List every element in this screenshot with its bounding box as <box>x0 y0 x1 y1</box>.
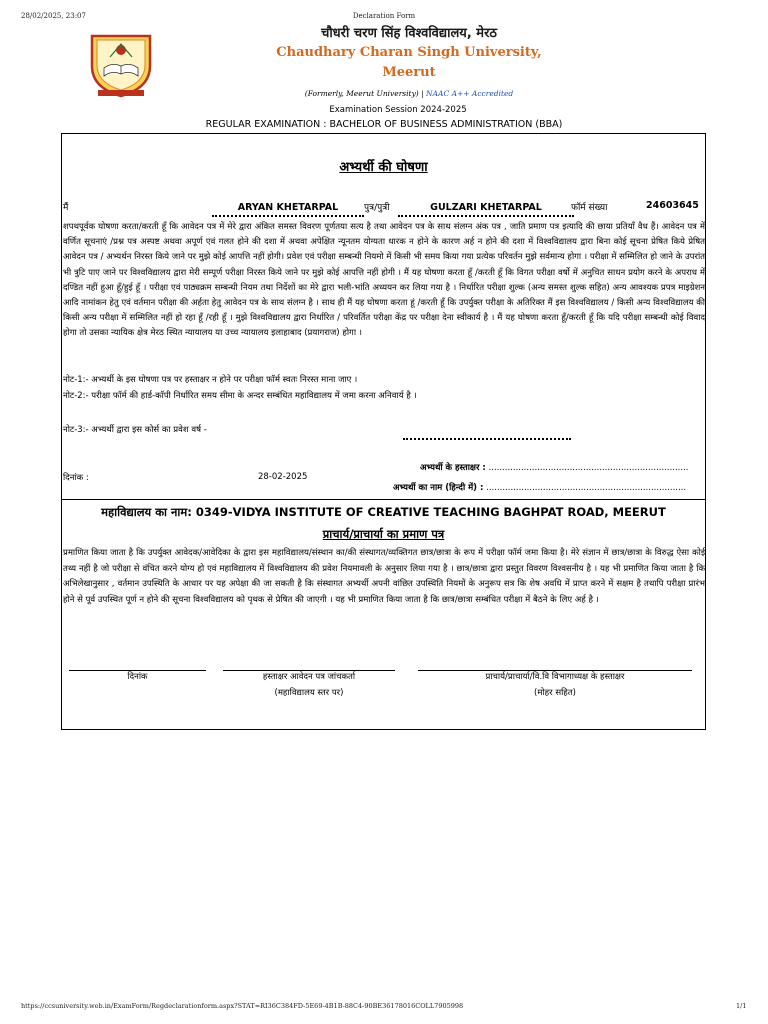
declaration-date: 28-02-2025 <box>258 472 308 482</box>
verifier-signature-sublabel: (महाविद्यालय स्तर पर) <box>274 688 344 698</box>
print-page-title: Declaration Form <box>352 12 416 20</box>
print-datetime: 28/02/2025, 23:07 <box>21 12 86 20</box>
university-name-english: Chaudhary Charan Singh University, <box>276 45 542 60</box>
principal-certificate-text: प्रमाणित किया जाता है कि उपर्युक्त आवेदक/आवेदिका के द्वारा इस महाविद्यालय/संस्थान का/की संस्थागत/व्यक्तिगत छात्र/छात्रा के रूप में परीक्षा फॉर्म जमा किया है। मेरे संज्ञान में छात्र/छात्रा के विरुद्ध ऐसा कोई तथ्य नहीं है जो परीक्षा से वंचित करने योग्य हो एवं महाविद्यालय में विश्वविद्यालय की प्रवेश नियमावली के अनुसार लिया गया है । छात्र/छात्रा द्वारा प्रस्तुत विवरण विश्वसनीय है । यह भी प्रमाणित किया जाता है कि अभिलेखानुसार , वर्तमान उपस्थिति के आधार पर यह अपेक्षा की जा सकती है कि संस्थागत अभ्यर्थी अपनी वांछित उपस्थिति नियमों के अनुरूप सत्र कि शेष अवधि में प्राप्त करने में सक्षम है तथापि परीक्षा प्रारंभ होने से पूर्व उपस्थित पूर्ण न होने की सूचना विश्वविद्यालय को पृथक से प्रेषित की जाएगी । यह भी प्रमाणित किया जाता है कि छात्र/छात्रा सम्बंधित परीक्षा में बैठने के लिए अर्ह है । <box>63 548 705 605</box>
exam-session: Examination Session 2024-2025 <box>329 105 467 115</box>
form-number: 24603645 <box>646 200 699 211</box>
father-name: GULZARI KHETARPAL <box>430 202 542 213</box>
declaration-main-label: मैं <box>63 203 69 213</box>
principal-signature-sublabel: (मोहर सहित) <box>534 688 576 698</box>
university-city: Meerut <box>382 65 436 80</box>
candidate-name-hindi-line: .......................................................................... <box>486 483 687 493</box>
note-2: नोट-2:- परीक्षा फॉर्म की हार्ड-कॉपी निर्धारित समय सीमा के अन्दर सम्बंधित महाविद्यालय में जमा करना अनिवार्य है । <box>63 391 417 401</box>
candidate-name-hindi-row <box>393 482 706 493</box>
note-3: नोट-3:- अभ्यर्थी द्वारा इस कोर्स का प्रवेश वर्ष - <box>63 425 207 435</box>
candidate-signature-line: .......................................................................... <box>488 463 689 473</box>
regular-exam-title: REGULAR EXAMINATION : BACHELOR OF BUSINESS ADMINISTRATION (BBA) <box>205 119 563 130</box>
college-name: महाविद्यालय का नाम: 0349-VIDYA INSTITUTE OF CREATIVE TEACHING BAGHPAT ROAD, MEERUT <box>101 505 666 519</box>
father-name-field <box>398 202 574 217</box>
university-name-hindi: चौधरी चरण सिंह विश्वविद्यालय, मेरठ <box>321 26 497 41</box>
candidate-signature-label: अभ्यर्थी के हस्ताक्षर : <box>420 463 486 473</box>
principal-certificate-title: प्राचार्य/प्राचार्या का प्रमाण पत्र <box>322 527 445 541</box>
candidate-name-hindi-label: अभ्यर्थी का नाम (हिन्दी में) : <box>393 483 484 493</box>
candidate-name-field <box>212 202 364 217</box>
declaration-paragraph <box>63 220 705 342</box>
declaration-text: शपथपूर्वक घोषणा करता/करती हूँ कि आवेदन पत्र में मेरे द्वारा अंकित समस्त विवरण पूर्णतया सत्य है तथा आवेदन पत्र के साथ संलग्न अंक पत्र , जाति प्रमाण पत्र इत्यादि की छाया प्रतियाँ वैध हैं। आवेदन पत्र में वर्णित सूचनाएं /प्रश्न पत्र अस्पष्ट अथवा अपूर्ण एवं गलत होने की दशा में अथवा अपेक्षित न्यूनतम योग्यता धारक न होने के कारण अर्ह न होने की दशा में विश्वविद्यालय द्वारा बिना कोई सूचना प्रेषित किये प्रेषित आवेदन पत्र / अभ्यर्थन निरस्त किये जाने पर मुझे कोई आपत्ति नहीं होगी। प्रवेश एवं परीक्षा सम्बन्धी नियमो में किसी भी समय किया गया प्रत्येक परिवर्तन मुझे सर्वमान्य होगा । परीक्षा में सम्मिलित हो जाने के उपरांत भी त्रुटि पाए जाने पर विश्वविद्यालय द्वारा मेरी सम्पूर्ण परीक्षा निरस्त किये जाने पर मुझे कोई आपत्ति नहीं होगी । मैं यह घोषणा करता हूँ /करती हूँ कि विगत परीक्षा वर्षो में अनुचित साधन प्रयोग करने के अपराध में दण्डित नहीं हुआ हूँ/हुई हूँ । परीक्षा एवं पाठ्यक्रम सम्बन्धी नियम तथा निर्देशों का मेरे द्वारा भली-भांति अध्ययन कर लिया गया है । निर्धारित परीक्षा शुल्क (अन्य समस्त शुल्क सहित) अन्य आवश्यक प्रपत्र माइग्रेशन आदि नामांकन हेतु एवं वर्तमान परीक्षा की अर्हता हेतु आवेदन पत्र के साथ संलग्न है । साथ ही मैं यह घोषणा करता हूं /करती हूँ कि उपर्युक्त परीक्षा के अतिरिक्त मैं इस विश्वविद्यालय / किसी अन्य विश्वविद्यालय की किसी अन्य परीक्षा में सम्मिलित नहीं हो रहा हूँ /रही हूँ । मुझे विश्वविद्यालय द्वारा निर्धारित / परिवर्तित परीक्षा केंद्र पर परीक्षा देना स्वीकार्य है । मैं यह घोषणा करता हूँ/करती हूँ कि यदि परीक्षा सम्बन्धी कोई विवाद होगा तो उसका न्यायिक क्षेत्र मेरठ स्थित न्यायालय या उच्च न्यायालय इलाहाबाद (प्रयागराज) होगा । <box>63 222 705 339</box>
declaration-title: अभ्यर्थी की घोषणा <box>339 160 428 175</box>
naac-accreditation: NAAC A++ Accredited <box>426 89 514 98</box>
principal-date-label: दिनांक <box>127 672 148 682</box>
admission-year-line <box>403 437 571 440</box>
candidate-name: ARYAN KHETARPAL <box>237 202 339 213</box>
formerly-line <box>0 89 768 98</box>
candidate-signature-row <box>420 462 706 473</box>
print-page-number: 1/1 <box>736 1002 747 1010</box>
principal-certificate-paragraph <box>63 546 705 608</box>
verifier-signature-label: हस्ताक्षर आवेदन पत्र जांचकर्ता <box>262 672 356 682</box>
declaration-date-label: दिनांक : <box>63 473 89 483</box>
principal-signature-label: प्राचार्य/प्राचार्या/वि.वि विभागाध्यक्ष के हस्ताक्षर <box>485 672 625 682</box>
note-1: नोट-1:- अभ्यर्थी के इस घोषणा पत्र पर हस्ताक्षर न होने पर परीक्षा फॉर्म स्वतः निरस्त माना जाए । <box>63 375 358 385</box>
print-url: https://ccsuniversity.web.in/ExamForm/Regdeclarationform.aspx?STAT=RI36C384FD-5E69-4B1B-88C4-90BE36178016COLL7905998 <box>21 1002 464 1010</box>
formerly-text: (Formerly, Meerut University) | <box>304 89 424 98</box>
form-number-label: फॉर्म संख्या <box>571 203 608 213</box>
relation-label: पुत्र/पुत्री <box>364 203 390 213</box>
